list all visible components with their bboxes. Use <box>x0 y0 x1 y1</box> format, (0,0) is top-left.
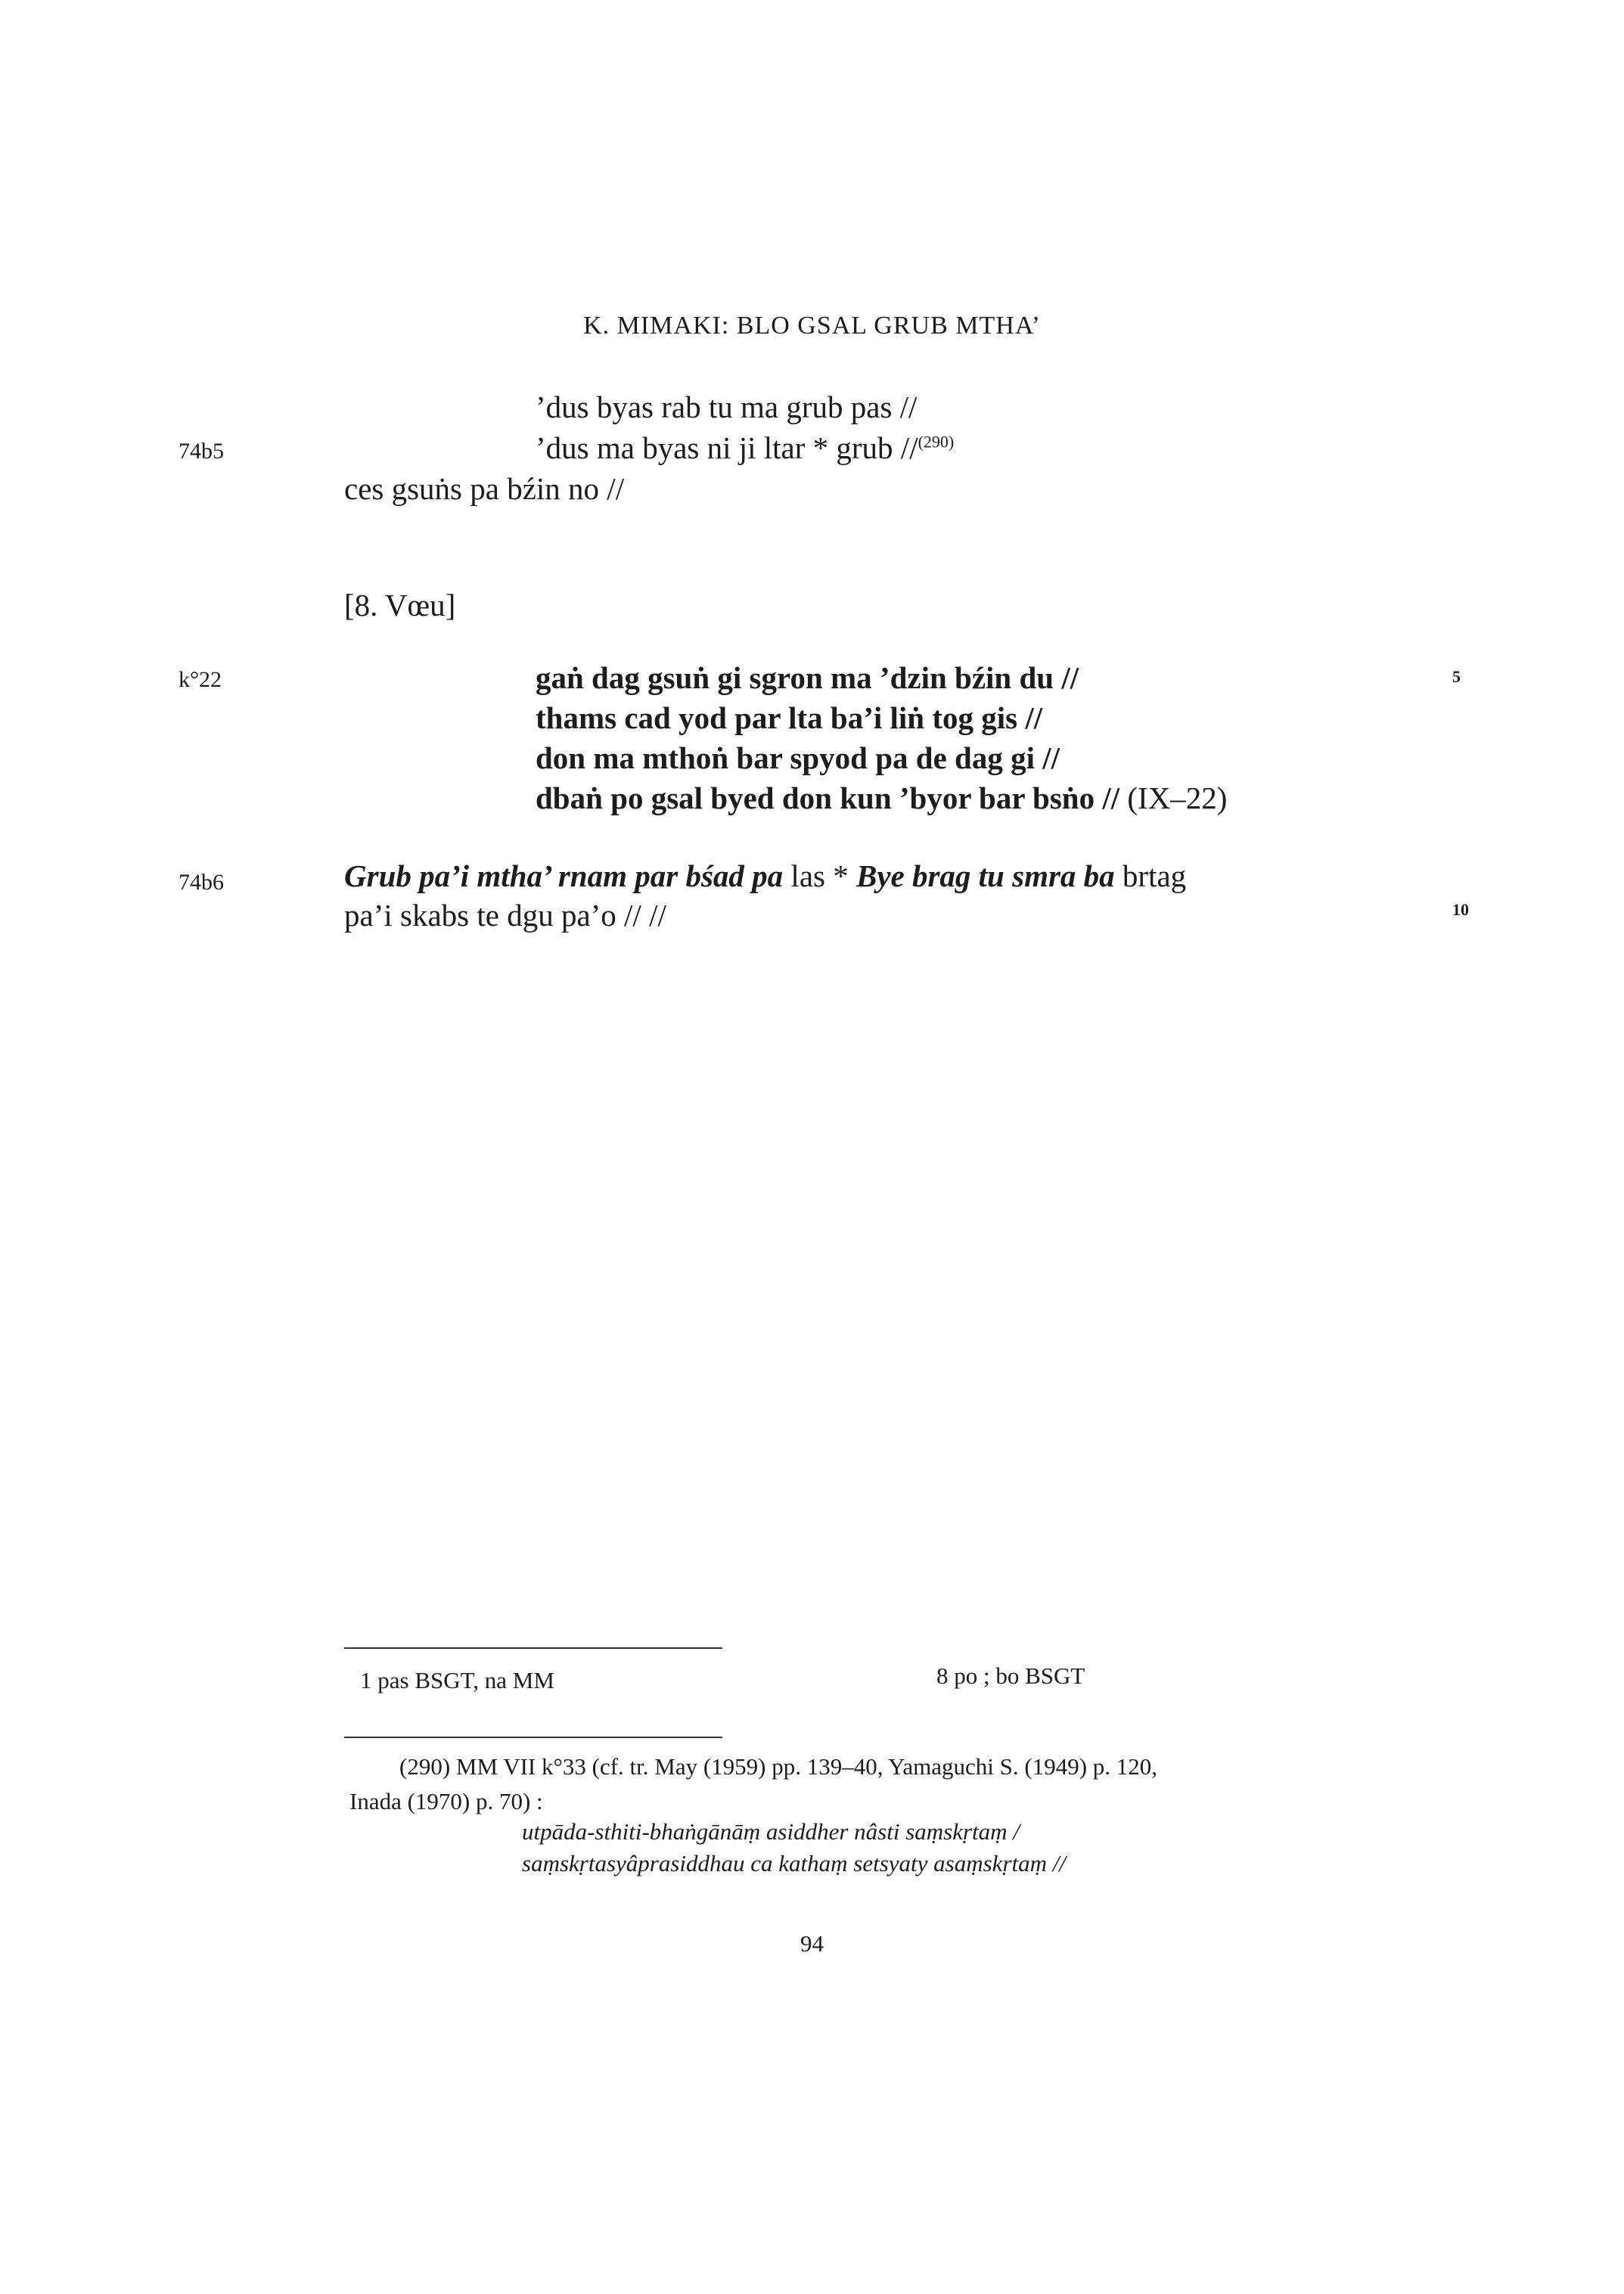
section-heading: [8. Vœu] <box>344 588 456 622</box>
running-head: K. MIMAKI: BLO GSAL GRUB MTHA’ <box>583 312 1041 340</box>
verse1-line1: ’dus byas rab tu ma grub pas // <box>536 390 918 424</box>
colophon-line2: pa’i skabs te dgu pa’o // // <box>344 898 666 933</box>
line-number-10: 10 <box>1452 900 1469 919</box>
verse2-line4 <box>536 783 1227 814</box>
footnote-290-line2: Inada (1970) p. 70) : <box>349 1788 543 1814</box>
verse1-line3: ces gsuṅs pa bźin no // <box>344 471 625 506</box>
colophon-title-1: Grub pa’i mtha’ rnam par bśad pa <box>344 858 784 893</box>
colophon-title-2: Bye brag tu smra ba <box>855 858 1115 893</box>
line-number-5: 5 <box>1452 667 1461 686</box>
verse2-line3: don ma mthoṅ bar spyod pa de dag gi // <box>536 740 1060 775</box>
footnote-verse-line2: saṃskṛtasyâprasiddhau ca kathaṃ setsyaty asaṃskṛtaṃ // <box>522 1850 1066 1876</box>
footnote-290-line1: (290) MM VII k°33 (cf. tr. May (1959) pp. 139–40, Yamaguchi S. (1949) p. 120, <box>399 1753 1158 1780</box>
footnote-ref-290: (290) <box>918 432 955 452</box>
footnote-verse-line1: utpāda-sthiti-bhaṅgānāṃ asiddher nâsti saṃskṛtaṃ / <box>522 1818 1020 1845</box>
margin-ref-k22: k°22 <box>179 667 222 692</box>
page-number: 94 <box>800 1930 824 1957</box>
colophon-text-1: las * <box>783 858 856 893</box>
verse2-line4-text: dbaṅ po gsal byed don kun ’byor bar bsṅo // <box>536 781 1120 815</box>
apparatus-note-1: 1 pas BSGT, na MM <box>360 1667 554 1693</box>
colophon-text-2: brtag <box>1114 858 1187 893</box>
margin-ref-74b6: 74b6 <box>179 870 224 895</box>
verse2-line1: gaṅ dag gsuṅ gi sgron ma ’dzin bźin du // <box>536 660 1079 695</box>
apparatus-rule <box>344 1647 722 1649</box>
verse1-line2 <box>536 430 955 465</box>
apparatus-note-8: 8 po ; bo BSGT <box>936 1662 1085 1689</box>
margin-ref-74b5: 74b5 <box>179 439 224 464</box>
colophon-line1 <box>344 858 1187 893</box>
verse1-line2-text: ’dus ma byas ni ji ltar * grub // <box>536 430 918 465</box>
verse2-line2: thams cad yod par lta ba’i liṅ tog gis // <box>536 700 1043 735</box>
footnote-rule <box>344 1737 722 1738</box>
verse-reference: (IX–22) <box>1119 781 1228 815</box>
